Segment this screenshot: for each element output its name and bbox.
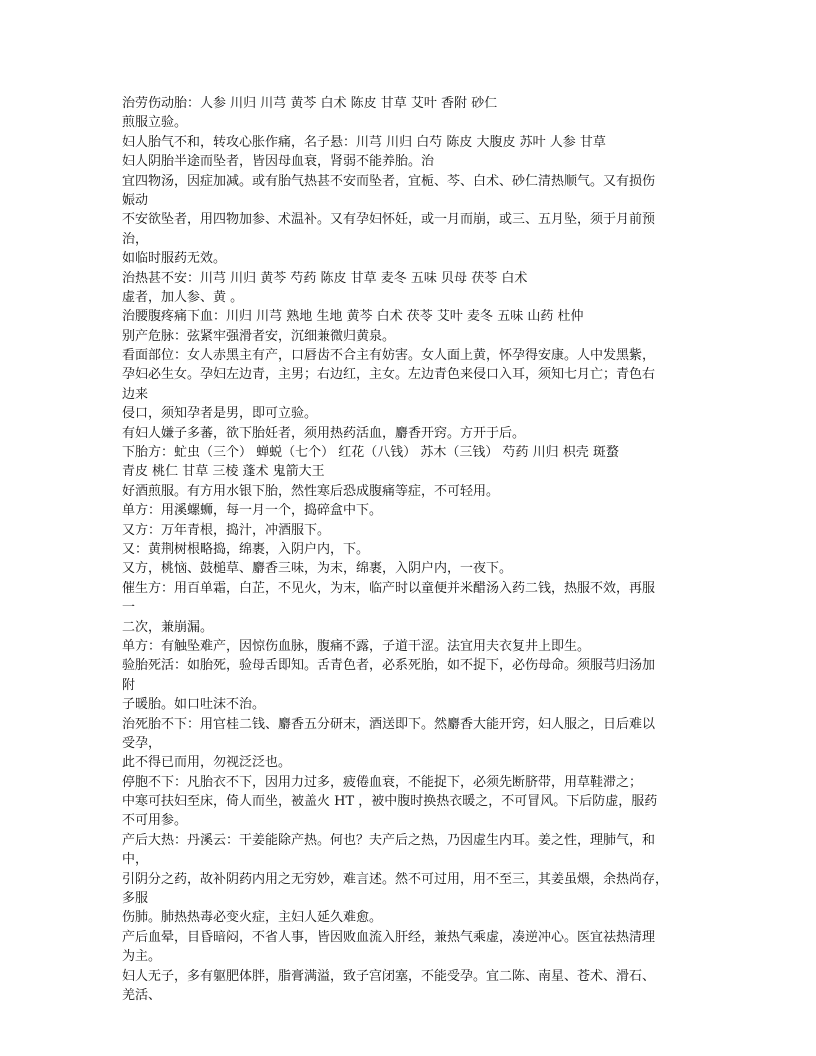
text-line: 治死胎不下：用官桂二钱、麝香五分研末，酒送即下。然麝香大能开窍，妇人服之，日后难以 <box>122 716 656 732</box>
text-line: 催生方：用百单霜，白芷，不见火，为末，临产时以童便并米醋汤入药二钱，热服不效，再服 <box>122 580 656 596</box>
text-line: 治， <box>122 231 149 247</box>
text-line: 又方：万年青根，捣汁，冲酒服下。 <box>122 522 331 538</box>
text-line: 妇人无子，多有躯肥体胖，脂膏满溢，致子宫闭塞，不能受孕。宜二陈、南星、苍术、滑石、 <box>122 968 656 984</box>
text-line: 验胎死活：如胎死，验母舌即知。舌青色者，必系死胎，如不捉下，必伤母命。须服芎归汤加 <box>122 658 656 674</box>
text-line: 下胎方：虻虫（三个） 蝉蜕（七个） 红花（八钱） 苏木（三钱） 芍药 川归 枳壳 斑蝥 <box>122 445 619 461</box>
text-line: 伤肺。肺热热毒必变火症，主妇人延久难愈。 <box>122 910 383 926</box>
text-line: 一 <box>122 600 136 616</box>
text-line: 好酒煎服。有方用水银下胎，然性寒后恐成腹痛等症，不可轻用。 <box>122 483 500 499</box>
text-line: 娠动 <box>122 192 149 208</box>
text-line: 如临时服药无效。 <box>122 251 227 267</box>
text-line: 停胞不下：凡胎衣不下，因用力过多，疲倦血衰，不能捉下，必须先断脐带，用草鞋滞之； <box>122 774 643 790</box>
text-line: 看面部位：女人赤黑主有产，口唇齿不合主有妨害。女人面上黄，怀孕得安康。人中发黑紫， <box>122 348 656 364</box>
text-line: 多服 <box>122 891 149 907</box>
text-line: 不可用参。 <box>122 813 188 829</box>
text-line: 边来 <box>122 386 149 402</box>
text-line: 子暖胎。如口吐沫不治。 <box>122 697 266 713</box>
text-line: 妇人阴胎半途而坠者，皆因母血衰，肾弱不能养胎。治 <box>122 154 435 170</box>
text-line: 羌活、 <box>122 987 162 1003</box>
text-line: 单方：用溪螺蛳，每一月一个，捣碎盒中下。 <box>122 503 383 519</box>
text-line: 妇人胎气不和，转攻心胀作痛，名子悬：川芎 川归 白芍 陈皮 大腹皮 苏叶 人参 甘草 <box>122 134 606 150</box>
text-line: 治腰腹疼痛下血：川归 川芎 熟地 生地 黄芩 白术 茯苓 艾叶 麦冬 五味 山药 杜仲 <box>122 309 584 325</box>
text-line: 煎服立验。 <box>122 115 188 131</box>
text-line: 治热甚不安：川芎 川归 黄芩 芍药 陈皮 甘草 麦冬 五味 贝母 茯苓 白术 <box>122 270 528 286</box>
text-line: 侵口，须知孕者是男，即可立验。 <box>122 406 318 422</box>
text-line: 中， <box>122 852 149 868</box>
text-line: 单方：有触坠难产，因惊伤血脉，腹痛不露，子道干涩。法宜用夫衣复井上即生。 <box>122 638 591 654</box>
text-line: 引阴分之药，故补阴药内用之无穷妙，难言述。然不可过用，用不至三，其姜虽煨，余热尚存， <box>122 871 669 887</box>
text-line: 二次，兼崩漏。 <box>122 619 214 635</box>
text-line: 又：黄荆树根略捣，绵裹，入阴户内，下。 <box>122 541 370 557</box>
text-line: 又方，桃恼、鼓槌草、麝香三味，为末，绵裹，入阴户内，一夜下。 <box>122 561 513 577</box>
text-line: 青皮 桃仁 甘草 三棱 蓬术 鬼箭大王 <box>122 464 325 480</box>
text-line: 不安欲坠者，用四物加参、术温补。又有孕妇怀妊，或一月而崩，或三、五月坠，须于月前预 <box>122 212 656 228</box>
text-line: 产后血晕，目昏暗闷，不省人事，皆因败血流入肝经，兼热气乘虚，凑逆冲心。医宜祛热清理 <box>122 929 656 945</box>
text-line: 中寒可扶妇至床，倚人而坐，被盖火 HT ，被中腹时换热衣暖之，不可冒风。下后防虚，服药 <box>122 794 658 810</box>
text-line: 受孕， <box>122 735 162 751</box>
text-line: 孕妇必生女。孕妇左边青，主男；右边红，主女。左边青色来侵口入耳，须知七月亡；青色右 <box>122 367 656 383</box>
text-line: 为主。 <box>122 949 162 965</box>
text-line: 别产危脉：弦紧牢强滑者安，沉细兼微归黄泉。 <box>122 328 396 344</box>
text-line: 虚者，加人参、黄 。 <box>122 289 244 305</box>
text-line: 治劳伤动胎：人参 川归 川芎 黄芩 白术 陈皮 甘草 艾叶 香附 砂仁 <box>122 96 498 111</box>
text-line: 宜四物汤，因症加减。或有胎气热甚不安而坠者，宜栀、芩、白术、砂仁清热顺气。又有损伤 <box>122 173 656 189</box>
text-line: 附 <box>122 677 136 693</box>
text-line: 有妇人嫌子多蕃，欲下胎妊者，须用热药活血，麝香开窍。方开于后。 <box>122 425 526 441</box>
text-line: 产后大热：丹溪云：干姜能除产热。何也？夫产后之热，乃因虚生内耳。姜之性，理肺气，和 <box>122 832 656 848</box>
text-line: 此不得已而用，勿视泛泛也。 <box>122 755 292 771</box>
